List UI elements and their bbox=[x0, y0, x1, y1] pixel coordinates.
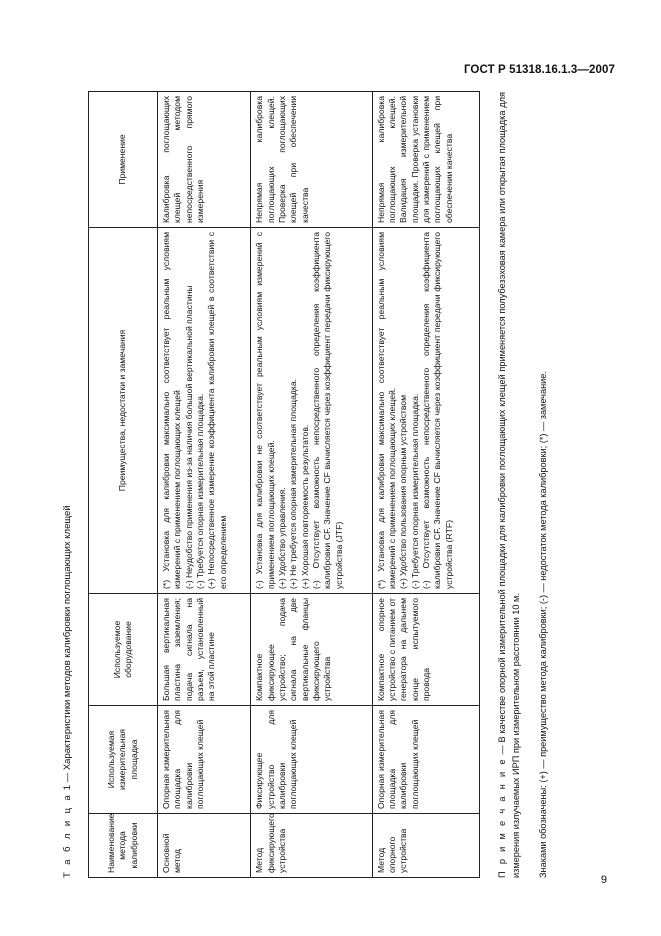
column-header-equipment: Используемое оборудование bbox=[89, 594, 158, 706]
document-code: ГОСТ Р 51318.16.1.3—2007 bbox=[463, 64, 615, 76]
cell-pros-cons bbox=[158, 228, 251, 594]
cell-equipment: Большая вертикальная пластина заземления; подача сигнала на разъем, установленный на этой пластине bbox=[158, 594, 251, 706]
pros-cons-item: (+) Удобство пользования опорным устройством bbox=[398, 395, 409, 589]
table-caption bbox=[62, 505, 73, 878]
note-text: — В качестве опорной измерительной площадки для калибровки поглощающих клещей применяется полубезэховая камера или открытая площадка для измерения излучаемых ИРП при измерительном расстоянии 10 м. bbox=[497, 92, 521, 878]
column-header-application: Применение bbox=[89, 92, 158, 228]
cell-application: Непрямая калибровка поглощающих клещей. Валидация измерительной площадки. Проверка установки для измерений с применением поглощающих клещей при обеспечении качества bbox=[372, 92, 479, 228]
pros-cons-item: (-) Установка для калибровки не соответствует реальным условиям измерений с применением поглощающих клещей. bbox=[254, 232, 276, 589]
cell-site: Опорная измерительная площадка для калибровки поглощающих клещей bbox=[158, 706, 251, 814]
pros-cons-item: (-) Неудобство применения из-за наличия большой вертикальной пластины bbox=[183, 285, 194, 589]
cell-method: Метод фиксирующего устройства bbox=[251, 814, 372, 878]
page-number: 9 bbox=[600, 874, 607, 886]
cell-site: Опорная измерительная площадка для калибровки поглощающих клещей bbox=[372, 706, 479, 814]
column-header-method: Наименование метода калибровки bbox=[89, 814, 158, 878]
table-caption-prefix: Т а б л и ц а bbox=[62, 792, 73, 878]
pros-cons-item: (*) Установка для калибровки максимально соответствует реальным условиям измерений с применением поглощающих клещей. bbox=[375, 232, 397, 589]
pros-cons-item: (-) Отсутствует возможность непосредственного определения коэффициента калибровки CF. Значение CF вычисляется через коэффициент передачи фиксирующего устройства (RTF) bbox=[421, 232, 454, 589]
table-row bbox=[158, 92, 251, 878]
table-caption-text: 1 — Характеристики методов калибровки поглощающих клещей bbox=[62, 505, 73, 791]
table-row bbox=[251, 92, 372, 878]
cell-equipment: Компактное опорное устройство с питанием от генератора на дальнем конце испытуемого провода bbox=[372, 594, 479, 706]
table-row bbox=[372, 92, 479, 878]
pros-cons-item: (-) Отсутствует возможность непосредственного определения коэффициента калибровки CF. Значение CF вычисляется через коэффициент передачи фиксирующего устройства (JTF) bbox=[310, 232, 344, 589]
rotated-table-area bbox=[60, 92, 610, 878]
symbol-legend: Знаками обозначены: (+) — преимущество метода калибровки; (-) — недостаток метода калибровки; (*) — замечание. bbox=[538, 371, 548, 878]
table-header-row bbox=[89, 92, 158, 878]
cell-equipment: Компактное фиксирующее устройство; подача сигнала на две вертикальные фланцы фиксирующего устройства bbox=[251, 594, 372, 706]
pros-cons-item: (*) Установка для калибровки максимально соответствует реальным условиям измерений с применением поглощающих клещей bbox=[161, 232, 183, 589]
pros-cons-item: (+) Хорошая повторяемость результатов. bbox=[299, 424, 310, 589]
pros-cons-item: (-) Требуется опорная измерительная площадка. bbox=[409, 393, 420, 589]
cell-method: Основной метод bbox=[158, 814, 251, 878]
note-prefix: П р и м е ч а н и е bbox=[497, 757, 507, 878]
cell-application: Калибровка поглощающих клещей методом непосредственного прямого измерения bbox=[158, 92, 251, 228]
calibration-methods-table bbox=[88, 91, 480, 878]
cell-pros-cons bbox=[372, 228, 479, 594]
column-header-pros-cons: Преимущества, недостатки и замечания bbox=[89, 228, 158, 594]
pros-cons-item: (+) Не требуется опорная измерительная площадка. bbox=[288, 379, 299, 589]
cell-method: Метод опорного устройства bbox=[372, 814, 479, 878]
cell-pros-cons bbox=[251, 228, 372, 594]
pros-cons-item: (-) Требуется опорная измерительная площадка. bbox=[195, 393, 206, 589]
pros-cons-item: (+) Удобство управления. bbox=[276, 487, 287, 589]
column-header-site: Используемая измерительная площадка bbox=[89, 706, 158, 814]
pros-cons-item: (+) Непосредственное измерение коэффициента калибровки клещей в соответствии с его определением bbox=[206, 232, 228, 589]
table-note bbox=[496, 92, 524, 878]
cell-application: Непрямая калибровка поглощающих клещей. Проверка поглощающих клещей при обеспечении качества bbox=[251, 92, 372, 228]
cell-site: Фиксирующее устройство для калибровки поглощающих клещей bbox=[251, 706, 372, 814]
